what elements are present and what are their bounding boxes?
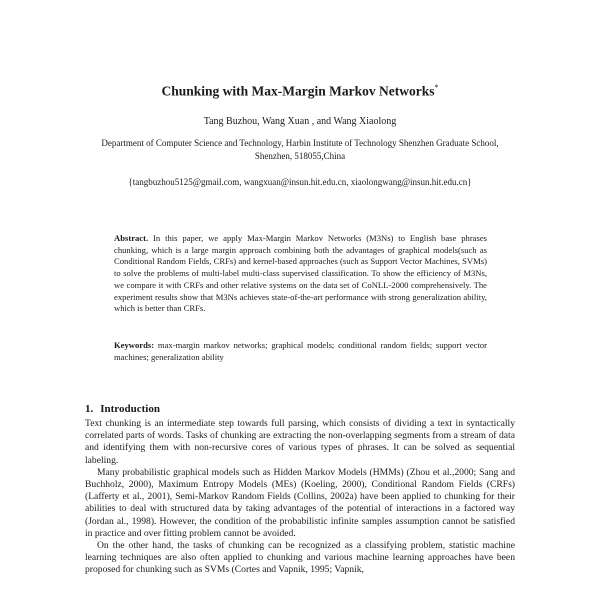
title-footnote-mark: * — [434, 83, 439, 92]
keywords — [114, 340, 487, 363]
section-title: Introduction — [100, 403, 160, 415]
affiliation: Department of Computer Science and Technology, Harbin Institute of Technology Shenzhen Graduate School, Shenzhen, 518055,China — [101, 138, 499, 161]
section-body — [85, 418, 515, 577]
abstract-text: In this paper, we apply Max-Margin Markov Networks (M3Ns) to English base phrases chunking, which is a large margin approach combining both the advantages of graphical models(such as Conditional Random Fields, CRFs) and kernel-based approaches (such as Support Vector Machines, SVMs) to solve the problems of multi-label multi-class supervised classification. To show the efficiency of M3Ns, we compare it with CRFs and other relative systems on the data set of CoNLL-2000 comprehensively. The experiment results show that M3Ns achieves state-of-the-art performance with strong generalization ability, which is better than CRFs. — [114, 233, 487, 314]
abstract — [114, 233, 487, 315]
paper-title — [0, 80, 600, 100]
abstract-label: Abstract. — [114, 233, 149, 243]
paper-title-text: Chunking with Max-Margin Markov Networks — [161, 83, 435, 99]
section-heading-introduction — [85, 402, 160, 416]
keywords-text: max-margin markov networks; graphical models; conditional random fields; support vector machines; generalization ability — [114, 340, 487, 362]
paragraph: Many probabilistic graphical models such as Hidden Markov Models (HMMs) (Zhou et al.,2000; Sang and Buchholz, 2000), Maximum Entropy Models (MEs) (Koeling, 2000), Conditional Random Fields (CRFs) (Lafferty et al., 2001), Semi-Markov Random Fields (Collins, 2002a) have been applied to chunking for their abilities to deal with structured data by taking advantages of the potential of interactions in a factored way (Jordan al., 1998). However, the condition of the probabilistic infinite samples assumption cannot be satisfied in practice and over fitting problem cannot be avoided. — [85, 466, 515, 539]
keywords-label: Keywords: — [114, 340, 155, 350]
section-number: 1. — [85, 403, 94, 415]
paragraph: On the other hand, the tasks of chunking can be recognized as a classifying problem, statistic machine learning techniques are also often applied to chunking and various machine learning approaches have been proposed for chunking such as SVMs (Cortes and Vapnik, 1995; Vapnik, — [85, 540, 515, 576]
paragraph: Text chunking is an intermediate step towards full parsing, which consists of dividing a text in syntactically correlated parts of words. Tasks of chunking are extracting the non-overlapping segments from a stream of data and identifying them with non-recursive cores of various types of phrases. It can be solved as sequential labeling. — [85, 418, 515, 466]
author-list: Tang Buzhou, Wang Xuan , and Wang Xiaolong — [203, 116, 397, 127]
author-emails: {tangbuzhou5125@gmail.com, wangxuan@insun.hit.edu.cn, xiaolongwang@insun.hit.edu.cn} — [128, 177, 472, 187]
